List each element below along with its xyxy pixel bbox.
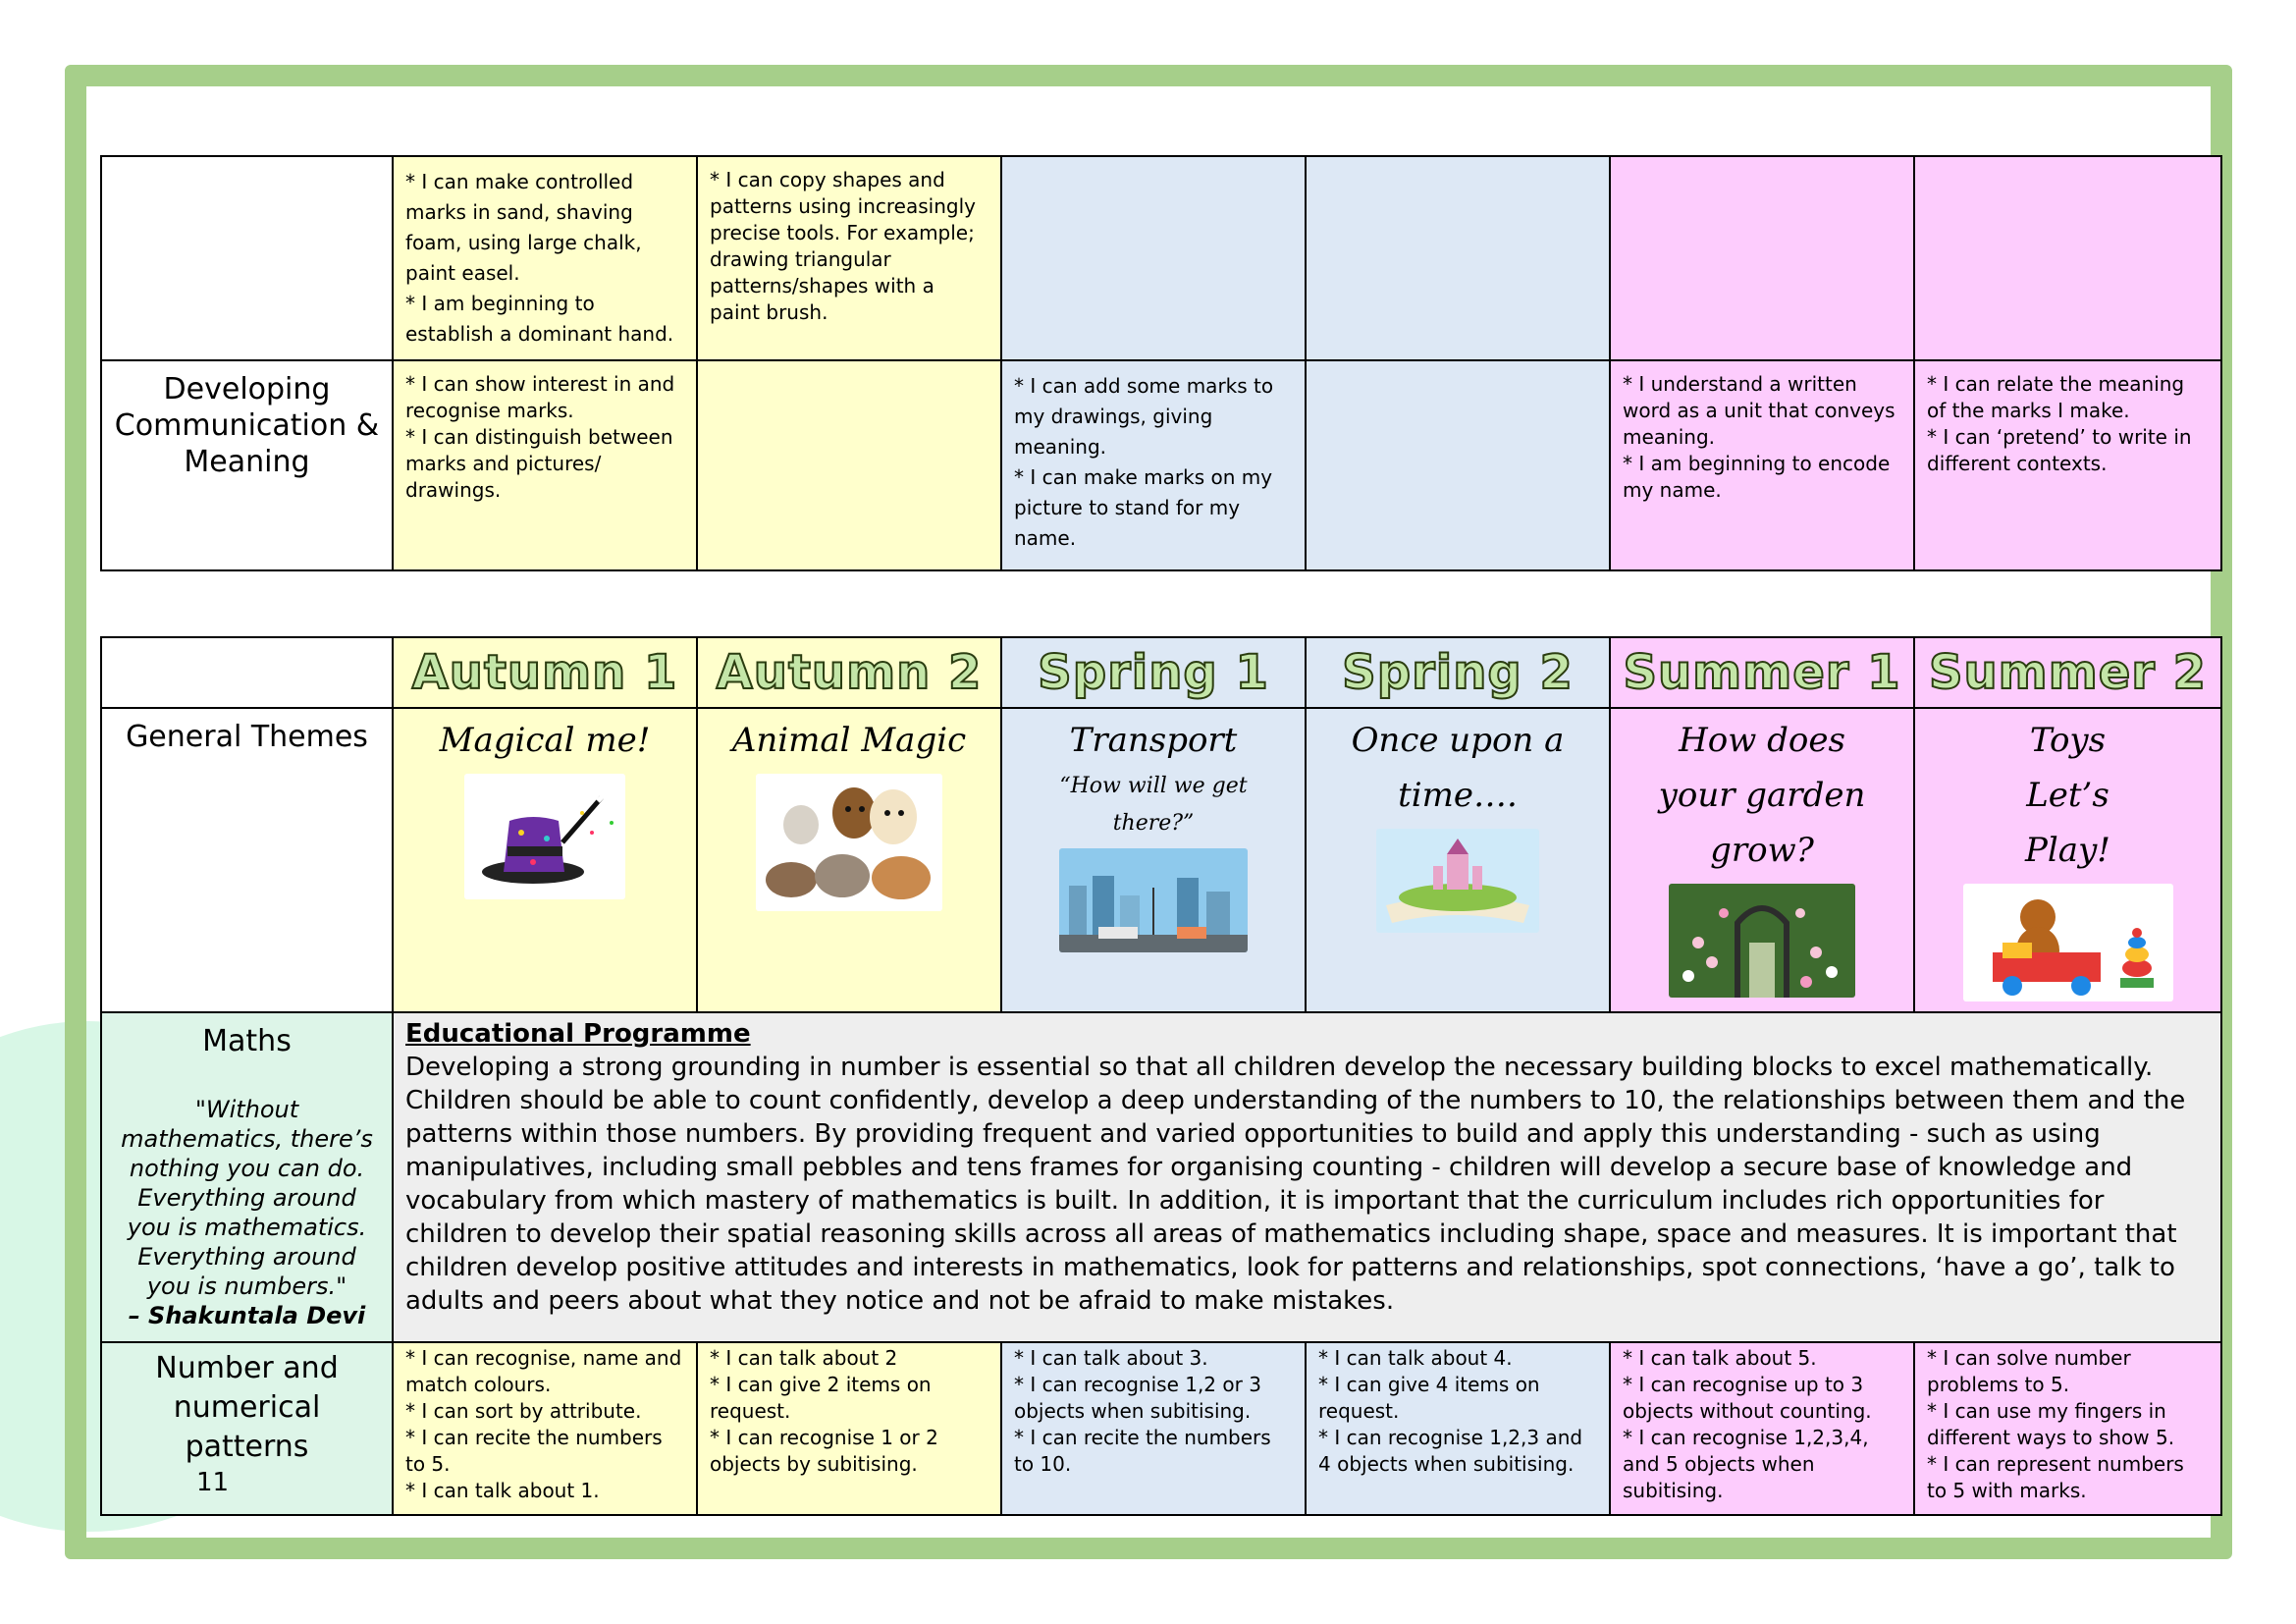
cell-autumn1 [393,360,697,570]
maths-label: Maths [202,1024,292,1058]
cell-text: * I can relate the meaning of the marks I make. * I can ‘pretend’ to write in different contexts. [1927,372,2192,475]
theme-autumn1 [393,708,697,1012]
cell-summer2 [1914,1342,2221,1515]
cell-summer2 [1914,360,2221,570]
cell-text: * I understand a written word as a unit that conveys meaning. * I am beginning to encode my name. [1623,372,1896,502]
cell-text: * I can talk about 5. * I can recognise up to 3 objects without counting. * I can recognise 1,2,3,4, and 5 objects when subitising. [1623,1346,1872,1502]
corner-cell [101,637,393,708]
cell-summer1 [1610,156,1914,360]
animals-image [756,774,942,911]
cell-summer1 [1610,1342,1914,1515]
row-label [101,156,393,360]
cell-text: * I can copy shapes and patterns using increasingly precise tools. For example; drawing triangular patterns/shapes with a paint brush. [710,168,976,324]
toys-image [1963,884,2173,1001]
cell-text: * I can make controlled marks in sand, shaving foam, using large chalk, paint easel. * I am beginning to establish a dominant hand. [405,170,674,346]
cell-autumn1 [393,156,697,360]
cell-text: * I can talk about 2 * I can give 2 items on request. * I can recognise 1 or 2 objects by subitising. [710,1346,938,1476]
theme-summer1 [1610,708,1914,1012]
term-summer1: Summer 1 [1610,637,1914,708]
cell-summer2 [1914,156,2221,360]
theme-autumn2 [697,708,1001,1012]
quote-text: "Without mathematics, there’s nothing you can do. Everything around you is mathematics. Everything around you is numbers." [121,1096,373,1300]
cell-spring1 [1001,156,1306,360]
cell-autumn1 [393,1342,697,1515]
cell-spring2 [1306,360,1610,570]
theme-title: How does your garden grow? [1658,721,1866,870]
theme-summer2 [1914,708,2221,1012]
garden-arch-image [1669,884,1855,998]
cell-spring1 [1001,360,1306,570]
maths-label-cell [101,1012,393,1342]
theme-title: Once upon a time…. [1351,721,1565,815]
programme-text: Developing a strong grounding in number is essential so that all children develop the necessary building blocks to excel mathematically. Children should be able to count confidently, develop a deep understanding of the numbers to 10, the relationships between them and the patterns within those numbers. By providing frequent and varied opportunities to build and apply this understanding - such as using manipulatives, including small pebbles and tens frames for organising counting - children will develop a secure base of knowledge and vocabulary from which mastery of mathematics is built. In addition, it is important that the curriculum includes rich opportunities for children to develop their spatial reasoning skills across all areas of mathematics including shape, space and measures. It is important that children develop positive attitudes and interests in mathematics, look for patterns and relationships, spot connections, ‘have a go’, talk to adults and peers about what they notice and not be afraid to make mistakes. [405,1053,2186,1316]
theme-title: Animal Magic [731,721,967,760]
educational-programme [393,1012,2221,1342]
cell-text: * I can talk about 4. * I can give 4 items on request. * I can recognise 1,2,3 and 4 objects when subitising. [1318,1346,1583,1476]
theme-spring1 [1001,708,1306,1012]
theme-title: Transport [1069,721,1238,760]
cell-text: * I can show interest in and recognise marks. * I can distinguish between marks and pictures/ drawings. [405,372,675,502]
theme-spring2 [1306,708,1610,1012]
number-label: Number and numerical patterns [101,1342,393,1515]
theme-title: Toys Let’s Play! [2025,721,2110,870]
storybook-castle-image [1376,829,1539,933]
general-themes-label: General Themes [101,708,393,1012]
cell-spring2 [1306,156,1610,360]
top-table [100,155,2222,571]
programme-heading: Educational Programme [405,1019,751,1049]
quote-author: – Shakuntala Devi [128,1302,366,1329]
cell-summer1 [1610,360,1914,570]
cell-text: * I can recognise, name and match colours. * I can sort by attribute. * I can recite the numbers to 5. * I can talk about 1. [405,1346,682,1502]
cell-autumn2 [697,156,1001,360]
term-autumn1: Autumn 1 [393,637,697,708]
city-traffic-image [1059,848,1248,952]
cell-text: * I can solve number problems to 5. * I can use my fingers in different ways to show 5. * I can represent numbers to 5 with marks. [1927,1346,2184,1502]
maths-quote [114,1095,380,1330]
term-spring1: Spring 1 [1001,637,1306,708]
term-autumn2: Autumn 2 [697,637,1001,708]
theme-title: Magical me! [439,721,651,760]
term-summer2: Summer 2 [1914,637,2221,708]
cell-spring2 [1306,1342,1610,1515]
main-table [100,636,2222,1516]
theme-subtitle: “How will we get there?” [1059,774,1248,836]
cell-text: * I can add some marks to my drawings, giving meaning. * I can make marks on my picture to stand for my name. [1014,374,1274,550]
cell-autumn2 [697,360,1001,570]
magic-hat-image [464,774,625,899]
cell-spring1 [1001,1342,1306,1515]
cell-autumn2 [697,1342,1001,1515]
row-label-developing-communication: Developing Communication & Meaning [101,360,393,570]
term-spring2: Spring 2 [1306,637,1610,708]
cell-text: * I can talk about 3. * I can recognise 1,2 or 3 objects when subitising. * I can recite the numbers to 10. [1014,1346,1271,1476]
page-number: 11 [196,1468,230,1497]
